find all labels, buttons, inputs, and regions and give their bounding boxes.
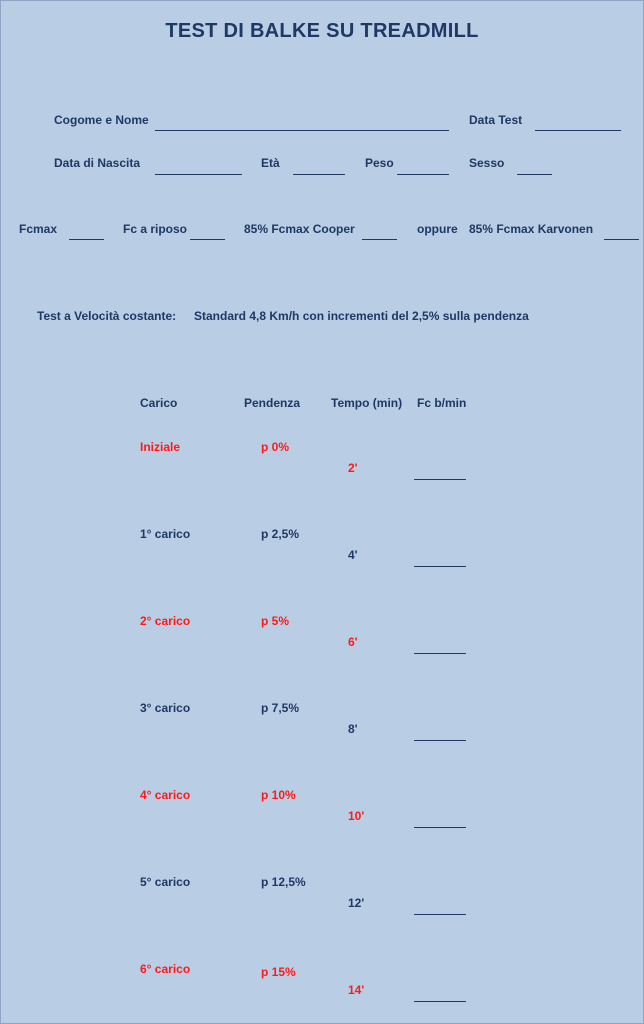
page-title: TEST DI BALKE SU TREADMILL <box>165 20 479 42</box>
row-fc-field[interactable] <box>414 479 466 480</box>
protocol-label: Test a Velocità costante: <box>37 309 177 323</box>
row-tempo: 6' <box>348 635 358 649</box>
row-fc-field[interactable] <box>414 1001 466 1002</box>
label-cognome-nome: Cogome e Nome <box>54 113 149 127</box>
field-fcmax-cooper[interactable] <box>362 239 397 240</box>
field-data-test[interactable] <box>535 130 621 131</box>
field-fc-riposo[interactable] <box>190 239 225 240</box>
label-oppure: oppure <box>417 222 458 236</box>
header-fc: Fc b/min <box>417 396 467 410</box>
header-pendenza: Pendenza <box>244 396 301 410</box>
row-pendenza: p 2,5% <box>261 527 300 541</box>
row-fc-field[interactable] <box>414 914 466 915</box>
label-peso: Peso <box>365 156 394 170</box>
protocol-description: Standard 4,8 Km/h con incrementi del 2,5% sulla pendenza <box>194 309 529 323</box>
label-data-nascita: Data di Nascita <box>54 156 141 170</box>
field-data-nascita[interactable] <box>155 174 242 175</box>
row-carico: Iniziale <box>140 440 181 454</box>
row-pendenza: p 10% <box>261 788 296 802</box>
label-eta: Età <box>261 156 280 170</box>
row-tempo: 12' <box>348 896 365 910</box>
row-carico: 6° carico <box>140 962 191 976</box>
row-pendenza: p 15% <box>261 965 296 979</box>
row-fc-field[interactable] <box>414 740 466 741</box>
row-carico: 4° carico <box>140 788 191 802</box>
field-peso[interactable] <box>397 174 449 175</box>
field-fcmax[interactable] <box>69 239 104 240</box>
header-tempo: Tempo (min) <box>331 396 403 410</box>
row-fc-field[interactable] <box>414 827 466 828</box>
row-fc-field[interactable] <box>414 566 466 567</box>
label-fcmax-cooper: 85% Fcmax Cooper <box>244 222 355 236</box>
row-pendenza: p 12,5% <box>261 875 306 889</box>
row-carico: 5° carico <box>140 875 191 889</box>
label-fcmax: Fcmax <box>19 222 58 236</box>
label-fc-riposo: Fc a riposo <box>123 222 188 236</box>
row-pendenza: p 7,5% <box>261 701 300 715</box>
field-fcmax-karvonen[interactable] <box>604 239 639 240</box>
field-sesso[interactable] <box>517 174 552 175</box>
row-tempo: 2' <box>348 461 358 475</box>
row-carico: 1° carico <box>140 527 191 541</box>
row-tempo: 4' <box>348 548 358 562</box>
row-tempo: 14' <box>348 983 365 997</box>
label-sesso: Sesso <box>469 156 505 170</box>
field-cognome-nome[interactable] <box>155 130 449 131</box>
row-pendenza: p 5% <box>261 614 290 628</box>
row-pendenza: p 0% <box>261 440 290 454</box>
row-carico: 2° carico <box>140 614 191 628</box>
header-carico: Carico <box>140 396 178 410</box>
row-fc-field[interactable] <box>414 653 466 654</box>
label-fcmax-karvonen: 85% Fcmax Karvonen <box>469 222 594 236</box>
field-eta[interactable] <box>293 174 345 175</box>
row-tempo: 8' <box>348 722 358 736</box>
label-data-test: Data Test <box>469 113 523 127</box>
row-tempo: 10' <box>348 809 365 823</box>
row-carico: 3° carico <box>140 701 191 715</box>
